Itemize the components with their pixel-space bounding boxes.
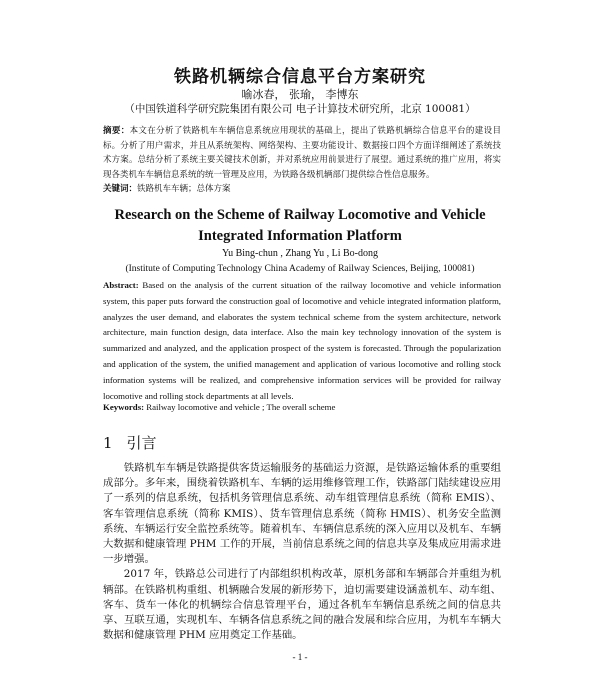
affiliation-cn: （中国铁道科学研究院集团有限公司 电子计算技术研究所，北京 100081） [124,103,476,115]
keywords-cn-label: 关键词： [103,184,138,194]
body-paragraph-1: 铁路机车车辆是铁路提供客货运输服务的基础运力资源，是铁路运输体系的重要组成部分。多年来，围绕着铁路机车、车辆的运用维修管理工作，铁路部门陆续建设应用了一系列的信息系统，包括机务管理信息系统、动车组管理信息系统（简称 EMIS）、客车管理信息系统（简称 KMIS）、货车管理信息系统（简称 HMIS）、机务安全监测系统、车辆运行安全监控系统等。随着机车、车辆信息系统的深入应用以及机车、车辆大数据和健康管理 PHM 工作的开展，当前信息系统之间的信息共享及集成应用需求进一步增强。 [103,462,501,566]
abstract-cn-label: 摘要： [103,126,130,136]
keywords-cn [103,182,501,194]
title-en [0,205,600,247]
abstract-en [103,278,501,404]
abstract-en-text: Based on the analysis of the current situation of the railway locomotive and vehicle information system, this paper puts forward the construction goal of locomotive and vehicle integrated information platform, analyzes the user demand, and elaborates the system technical scheme from the system architecture, network architecture, main function design, data interface. Also the main key technology innovation of the system is summarized and analyzed, and the application prospect of the system is forecasted. Through the popularization and application of the system, the unified management and application of various locomotive and rolling stock information systems will be realized, and comprehensive information services will be provided for railway locomotive and rolling stock departments at all levels. [103,280,501,401]
abstract-en-label: Abstract: [103,280,139,290]
section-heading [103,432,157,453]
abstract-cn-text: 本文在分析了铁路机车车辆信息系统应用现状的基础上，提出了铁路机辆综合信息平台的建设目标。分析了用户需求，并且从系统架构、网络架构、主要功能设计、数据接口四个方面详细阐述了系统技术方案。总结分析了系统主要关键技术创新，并对系统应用前景进行了展望。通过系统的推广应用，将实现各类机车车辆信息系统的统一管理及应用，为铁路各级机辆部门提供综合性信息服务。 [103,126,501,180]
abstract-cn [103,124,501,182]
title-en-line2: Integrated Information Platform [198,228,402,244]
authors-cn: 喻冰春， 张瑜， 李博东 [241,88,359,101]
section-number: 1 [103,434,113,452]
body-text [103,461,501,643]
title-cn: 铁路机辆综合信息平台方案研究 [174,67,426,87]
authors-en: Yu Bing-chun , Zhang Yu , Li Bo-dong [221,248,378,259]
keywords-en [103,402,501,412]
keywords-cn-text: 铁路机车车辆；总体方案 [137,184,231,194]
body-paragraph-2: 2017 年，铁路总公司进行了内部组织机构改革，原机务部和车辆部合并重组为机辆部。在铁路机构重组、机辆融合发展的新形势下，迫切需要建设涵盖机车、动车组、客车、货车一体化的机辆综合信息管理平台，通过各机车车辆信息系统之间的信息共享、互联互通，实现机车、车辆各信息系统之间的融合发展和综合应用，为机车车辆大数据和健康管理 PHM 应用奠定工作基础。 [103,568,501,642]
page-number: - 1 - [292,652,308,662]
keywords-en-label: Keywords: [103,402,145,412]
title-en-line1: Research on the Scheme of Railway Locomotive and Vehicle [114,207,486,223]
affiliation-en: (Institute of Computing Technology China Academy of Railway Sciences, Beijing, 100081) [125,264,475,274]
keywords-en-text: Railway locomotive and vehicle ; The overall scheme [146,402,336,412]
section-title: 引言 [126,434,157,452]
